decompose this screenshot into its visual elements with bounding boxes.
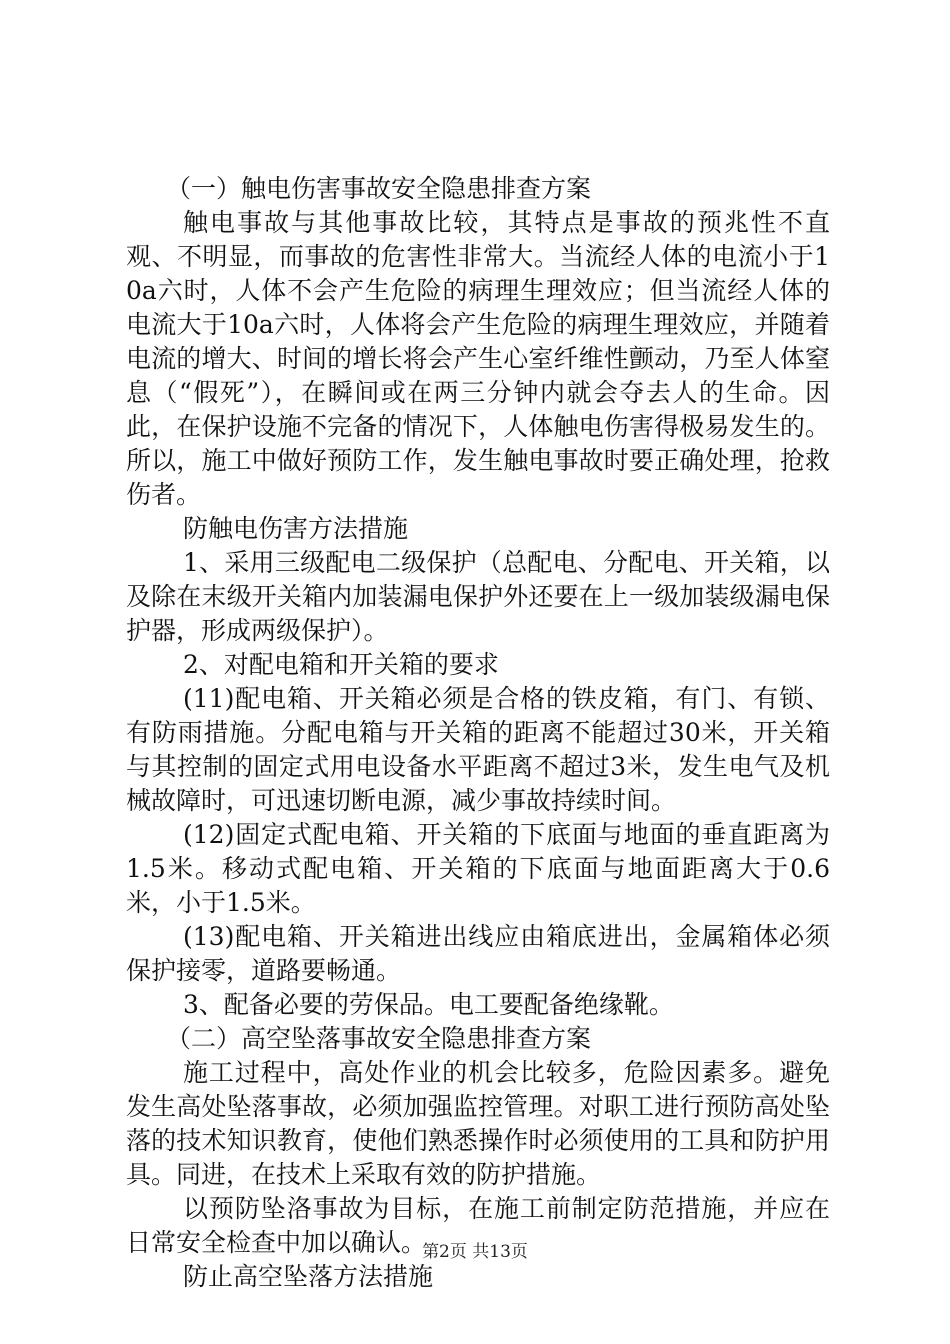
section-heading-fall-from-height: （二）高空坠落事故安全隐患排查方案 bbox=[166, 1024, 592, 1053]
paragraph-fall-intro: 施工过程中，高处作业的机会比较多，危险因素多。避免发生高处坠落事故，必须加强监控管理。对职工进行预防高处坠落的技术知识教育，使他们熟悉操作时必须使用的工具和防护用具。同进，在技术上采取有效的防护措施。 bbox=[126, 1058, 830, 1189]
page-number-footer: 第2页 共13页 bbox=[422, 1242, 528, 1262]
subheading-fall-prevention: 防止高空坠落方法措施 bbox=[183, 1262, 434, 1291]
subheading-shock-prevention: 防触电伤害方法措施 bbox=[183, 514, 409, 543]
paragraph-item-2: 2、对配电箱和开关箱的要求 bbox=[183, 650, 499, 679]
paragraph-electric-shock-intro: 触电事故与其他事故比较，其特点是事故的预兆性不直观、不明显，而事故的危害性非常大。当流经人体的电流小于10a六时，人体不会产生危险的病理生理效应；但当流经人体的电流大于10a六时，人体将会产生危险的病理生理效应，并随着电流的增大、时间的增长将会产生心室纤维性颤动，乃至人体窒息（“假死”），在瞬间或在两三分钟内就会夺去人的生命。因此，在保护设施不完备的情况下，人体触电伤害得极易发生的。所以，施工中做好预防工作，发生触电事故时要正确处理，抢救伤者。 bbox=[126, 208, 830, 509]
paragraph-fall-goal: 以预防坠洛事故为目标，在施工前制定防范措施，并应在日常安全检查中加以确认。 bbox=[126, 1194, 830, 1257]
document-body bbox=[126, 172, 830, 1294]
section-heading-electric-shock: （一）触电伤害事故安全隐患排查方案 bbox=[166, 174, 592, 203]
paragraph-item-12: (12)固定式配电箱、开关箱的下底面与地面的垂直距离为1.5米。移动式配电箱、开关箱的下底面与地面距离大于0.6米，小于1.5米。 bbox=[126, 820, 830, 917]
paragraph-item-13: (13)配电箱、开关箱进出线应由箱底进出，金属箱体必须保护接零，道路要畅通。 bbox=[126, 922, 830, 985]
paragraph-item-1: 1、采用三级配电二级保护（总配电、分配电、开关箱，以及除在末级开关箱内加装漏电保护外还要在上一级加装级漏电保护器，形成两级保护）。 bbox=[126, 548, 830, 645]
paragraph-item-11: (11)配电箱、开关箱必须是合格的铁皮箱，有门、有锁、有防雨措施。分配电箱与开关箱的距离不能超过30米，开关箱与其控制的固定式用电设备水平距离不超过3米，发生电气及机械故障时，可迅速切断电源，减少事故持续时间。 bbox=[126, 684, 830, 815]
paragraph-item-3: 3、配备必要的劳保品。电工要配备绝缘靴。 bbox=[183, 990, 674, 1019]
